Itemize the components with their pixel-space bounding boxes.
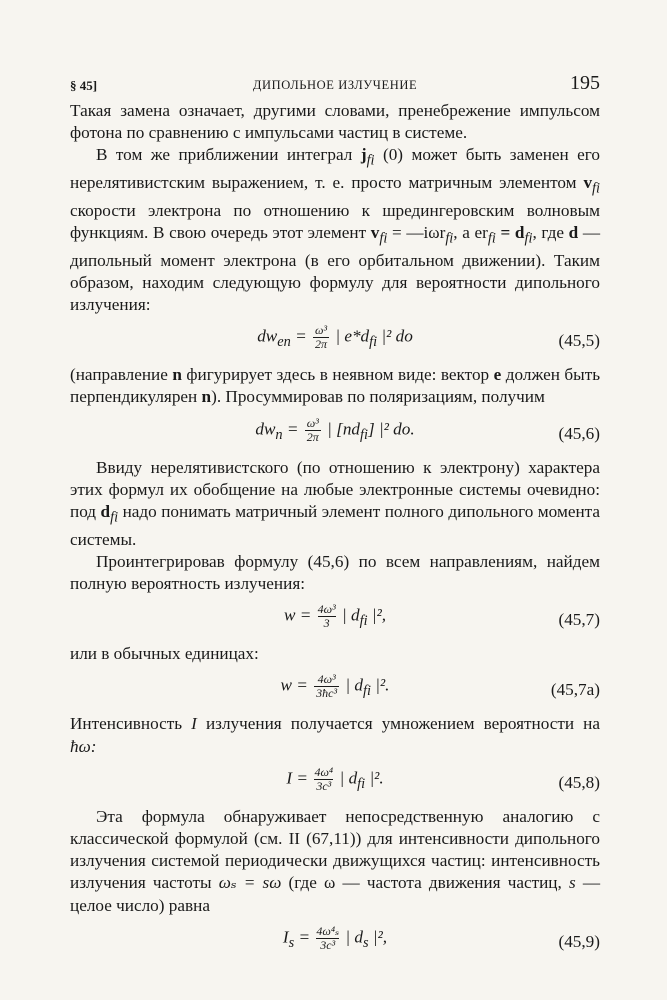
paragraph-4: Ввиду нерелятивистского (по отношению к электрону) характера этих формул их обобщение на любые электронные системы очевидно: под $d_{fi}$ надо понимать матричный элемент полного дипольного момента системы. xyxy=(70,457,601,549)
equation: $dw_{en}$ = $\frac{\text{ω³}}{2\pi}$ | $e*d_{fi}$ |² do (45,5) xyxy=(257,323,600,352)
equation-number: (45,7а) xyxy=(550,680,600,700)
paragraph-5: Проинтегрировав формулу (45,6) по всем направлениям, найдем полную вероятность излучения: xyxy=(70,551,600,593)
equation-number: (45,9) xyxy=(558,931,600,951)
paragraph-7: Интенсивность I излучения получается умножением вероятности на ħω: xyxy=(70,714,601,756)
equation: I = $\frac{\text{4ω⁴}}{\text{3c³}}$ | $d_{fi}$ |². (45,8) xyxy=(286,764,600,793)
equation-number: (45,5) xyxy=(558,331,600,351)
section-number: § 45] xyxy=(70,78,98,93)
page-number: 195 xyxy=(570,72,600,94)
paragraph-8: Эта формула обнаруживает непосредственную аналогию с классической формулой (см. II (67,11)) для интенсивности дипольного излучения системой периодически движущихся частиц: интенсивность излучения частоты ωₛ = sω (где ω — частота движения частиц, s — целое число) равна xyxy=(70,806,601,915)
equation: w = $\frac{\text{4ω³}}{\text{3ħc³}}$ | $d_{fi}$ |². (45,7а) xyxy=(280,672,600,701)
page-body xyxy=(70,100,600,965)
equation-number: (45,6) xyxy=(558,423,600,443)
paragraph-2: В том же приближении интеграл $j_{fi}$ (0) может быть заменен его нерелятивистским выражением, т. е. просто матричным элементом $v_{fi}$ скорости электрона по отношению к шредингеровским волновым функциям. В свою очередь этот элемент $v_{fi}$ = —iωr$_{fi}$, а $er_{fi} = d_{fi}$, где d — дипольный момент электрона (в его орбитальном движении). Таким образом, находим следующую формулу для вероятности дипольного излучения: xyxy=(70,145,601,314)
equation-number: (45,8) xyxy=(558,772,600,792)
equation: w = $\frac{\text{4ω³}}{3}$ | $d_{fi}$ |², (45,7) xyxy=(283,602,600,631)
equation: $I_s$ = $\frac{\text{4ω⁴ₛ}}{\text{3c³}}$ | $d_s$ |², (45,9) xyxy=(282,923,600,952)
paragraph-6: или в обычных единицах: xyxy=(70,644,259,664)
running-header xyxy=(70,72,600,96)
paragraph-1: Такая замена означает, другими словами, пренебрежение импульсом фотона по сравнению с импульсами частиц в системе. xyxy=(70,101,600,143)
equation: $dw_n$ = $\frac{\text{ω³}}{2\pi}$ | $[nd_{fi}]$ |² do. (45,6) xyxy=(255,415,600,444)
chapter-title: ДИПОЛЬНОЕ ИЗЛУЧЕНИЕ xyxy=(252,78,418,92)
equation-number: (45,7) xyxy=(558,610,600,630)
paragraph-3: (направление n фигурирует здесь в неявном виде: вектор e должен быть перпендикулярен n). Просуммировав по поляризациям, получим xyxy=(70,365,601,407)
